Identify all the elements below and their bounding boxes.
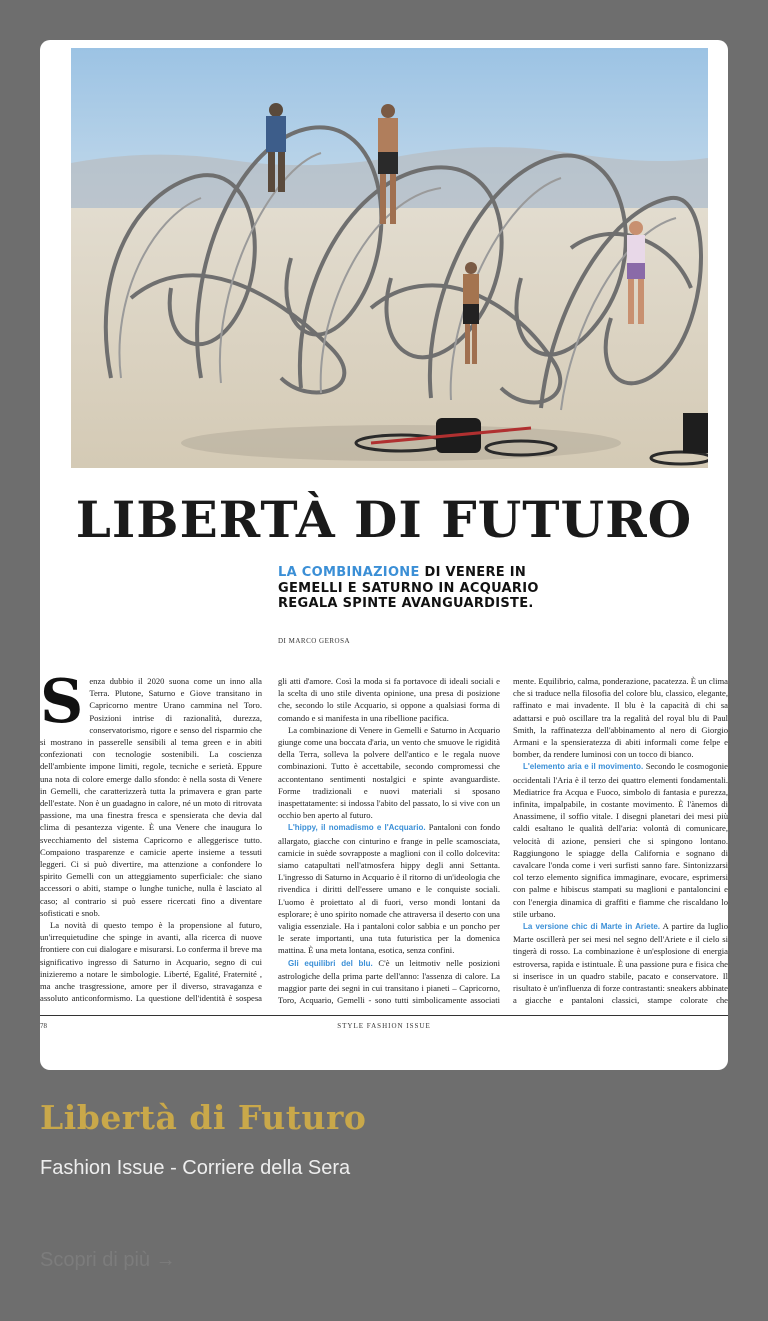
article-photo (71, 48, 708, 468)
more-link[interactable]: Scopri di più → (40, 1249, 176, 1271)
footer-rule (40, 1015, 728, 1016)
paragraph: Pantaloni con fondo allargato, giacche con cinturino e frange in pelle scamosciata, camicie in suède sovrapposte a maglioni con il collo dolcevita: siamo catapultati nell'atmosfera hippy degli anni Settanta. L'ingresso di Saturno in Acquario è il ritorno di un'ideologia che rivendica i diritti dell'essere umano e le conquiste sociali. L'uomo è proiettato al di fuori, verso mondi lontani da esplorare; è uno spirito nomade che attraversa il deserto con una valigia essenziale. Ha i pantaloni color sabbia e un poncho per le serate importanti, una tuta futuristica per la domenica mattina. È una meta lontana, esotica, senza confini. (278, 822, 500, 956)
paragraph-lead-in: L'elemento aria e il movimento. (523, 762, 644, 772)
paragraph-lead-in: L'hippy, il nomadismo e l'Acquario. (288, 823, 426, 833)
paragraph: C'è un leitmotiv nelle posizioni astrologiche della prima parte dell'anno: l'assenza di calore. La maggior parte dei segni in cui transitano i pianeti – Capricorno, Toro, Acquario, Gemelli - sono tutti simbolicamente associati (278, 957, 500, 1005)
paragraph-lead-in: Gli equilibri del blu. (288, 958, 373, 968)
article-card[interactable] (40, 40, 728, 1070)
paragraph-lead-in: La versione chic di Marte in Ariete. (523, 922, 661, 932)
footer-label: STYLE FASHION ISSUE (337, 1022, 431, 1030)
subhead-text: DI VENERE IN GEMELLI E SATURNO IN ACQUARIO REGALA SPINTE AVANGUARDISTE. (278, 565, 539, 611)
paragraph: enza dubbio il 2020 suona come un inno alla Terra. Plutone, Saturno e Giove transitano in Capricorno mentre Urano cammina nel Toro. Posizioni intrise di razionalità, durezza, conservatorismo, rigore e senso del risparmio che si mostrano in passerelle sensibili al tema green e in abiti confezionati con tecnologie sostenibili. La coscienza dell'ambiente impone limiti, regole, tecniche e serietà. Eppure una nota di colore emerge dallo sfondo: è nella sosta di Venere in Gemelli, che caratterizzerà tutta la primavera e gran parte dell'estate. Non è un guadagno in calore, né un moto di ritrovata passione, ma una finestra fresca e spensierata che devia dal clima di pesantezza vigente. È una Venere che inaugura lo svecchiamento del sistema Capricorno e alleggerisce tutto. Compaiono trasparenze e camicie aperte insieme a tessuti leggeri. Ci si può divertire, ma attenzione a confondere lo spirito Gemelli con un atteggiamento superficiale: che siano accessori o abiti, stampe o lunghe tuniche, nulla è lasciato al caso; al contrario si può essere ricercati fino a diventare sofisticati e snob. (40, 676, 262, 918)
subhead-accent: LA COMBINAZIONE (278, 565, 420, 580)
caption-subtitle: Fashion Issue - Corriere della Sera (40, 1157, 351, 1179)
paragraph: La novità di questo tempo è la propensione al futuro, un'irrequietudine che spinge in avanti, alla ricerca di nuove frontiere con cui dialogare e misurarsi. Lo conferma il breve ma significativo ingresso di Saturno in Acquario, segno di cui inizieremo a notare le simbologie. Liberté, Egalité, Fraternité , ma anche trasgressione, amore per il diverso, stravaganza e assoluto anticonformismo. La questione dell'identità è sospesa (40, 920, 262, 1004)
paragraph: gli atti d'amore. Così la moda si fa portavoce di ideali sociali e la scelta di uno stile diventa opinione, una presa di posizione che, secondo lo stile Acquario, si oppone a qualsiasi forma di comando e si manifesta in una ribellione pacifica. (278, 676, 500, 723)
article-column-1 (40, 675, 262, 1005)
article-column-2 (278, 675, 500, 1005)
caption-title: Libertà di Futuro (40, 1098, 367, 1137)
page-number: 78 (40, 1022, 47, 1030)
paragraph: Secondo le cosmogonie occidentali l'Aria è il terzo dei quattro elementi fondamentali. Mediatrice fra Acqua e Fuoco, simbolo di fantasia e purezza, infinita, impalpabile, in costante movimento. È l'ànemos di Anassimene, il soffio vitale. I disegni planetari dei mesi più caldi esaltano le qualità dell'aria: volontà di comunicare, velocità di azione, pensieri che si spingono lontano. Raggiungono le spiagge della California e sognano di cavalcare l'onda come i veri surfisti sanno fare. Sintonizzarsi col terzo elemento significa immaginare, evocare, esprimersi con palme e hibiscus stampati su maglioni e pantaloncini e con l'energia dinamica di graffiti e fiamme che riscaldano lo stile urbano. (513, 761, 728, 919)
byline: DI MARCO GEROSA (278, 637, 351, 645)
paragraph: mente. Equilibrio, calma, ponderazione, pacatezza. È un clima che si traduce nella filosofia del colore blu, classico, elegante, raffinato e mai invadente. Il blu è la capacità di chi sa adattarsi e può oscillare tra la regalità del royal blu di Paul Smith, la raffinatezza dell'abbinamento al nero di Giorgio Armani e la spensieratezza di abiti informali come felpe e bomber, da rendere luminosi con un tocco di bianco. (513, 676, 728, 760)
article-headline: LIBERTÀ DI FUTURO (75, 490, 693, 549)
article-subhead (278, 565, 578, 612)
paragraph: La combinazione di Venere in Gemelli e Saturno in Acquario giunge come una boccata d'aria, un vento che smuove le rigidità della Terra, solleva la polvere dell'antico e le regala nuove combinazioni. Tutto è accettabile, secondo compromessi che accontentano sentimenti nostalgici e spinte avanguardiste. Forme tradizionali e nuovi materiali si sposano inaspettatamente: si indossa l'abito del passato, lo si vive con un occhio ben aperto al futuro. (278, 724, 500, 821)
paragraph: A partire da luglio Marte oscillerà per sei mesi nel segno dell'Ariete e il cielo si tingerà di rosso. La combinazione è un'esplosione di energia estroversa, rapida e istintuale. È una passione pura e fisica che si inserisce in un quadro stabile, pacato e conservatore. Il risultato è un'influenza di forze contrastanti: sneakers abbinate a giacche e pantaloni classici, stampe colorate che (513, 921, 728, 1005)
dropcap: S (40, 675, 84, 737)
article-column-3 (513, 675, 728, 1005)
article-body (40, 675, 728, 1005)
